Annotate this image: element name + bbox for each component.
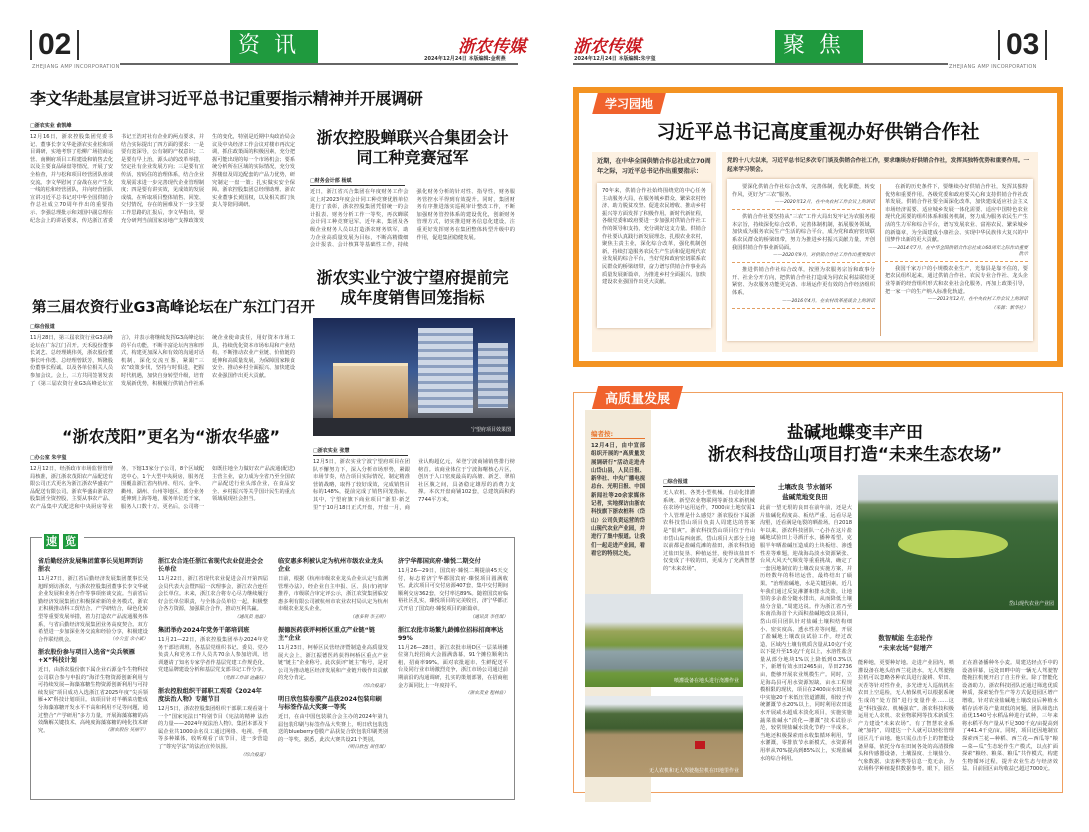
- quote-source: ——2020年9月，对供销合作社工作作出重要指示: [773, 253, 875, 259]
- brief-source: （浙农茂业 程林益）: [465, 691, 508, 697]
- photo-caption: 宁望府项目效果图: [470, 427, 511, 433]
- brief-item: [278, 696, 388, 750]
- english-name: ZHEJIANG AMP INCORPORATION: [32, 64, 120, 70]
- brief-title: 临安惠多利被认定为杭州市级农业龙头企业: [278, 558, 384, 573]
- lead-headline: 李文华赴基层宣讲习近平总书记重要指示精神并开展调研: [30, 89, 423, 108]
- brief-item: [278, 558, 388, 620]
- brief-body: 近日，在由中国包装联合会主办的2024年第九届包装印刷与标签作品大奖赛上，明日欣包装选送的blueberry卷膜产品获复合软包装印刷类别的一等奖。据悉，此次大赛共设21个类别。: [278, 713, 388, 743]
- farm-photo-aerial: [858, 475, 1058, 610]
- building-photo: [313, 318, 515, 436]
- quote-source: ——2016年4月，在农村改革座谈会上的讲话: [782, 298, 875, 304]
- page-number: 03: [998, 30, 1047, 60]
- brief-body: 12月5日，浙农控股集团组织干部职工观看第十一个“国家宪法日”特别节目《宪法的精神 法治的力量——2024年度法治人物》。集团本部及下属企业共1000余名员工通过网络、电视、手机等多种媒体，收听观看了该节目，进一步营造了“尊宪学法”的法治宣传氛围。: [158, 705, 268, 750]
- brief-source: （明日欣包 周佳琪）: [345, 745, 388, 751]
- briefs-label: [42, 530, 84, 549]
- article-accounting: [310, 177, 515, 257]
- brief-title: 省后勤经济发展集团董事长吴旭晖到访浙农: [38, 558, 144, 573]
- quote-text: 供销合作社要坚持从“三农”工作大局出发牢记为农服务根本宗旨，持续深化综合改革，完善体制机制，拓展服务领域，加快成为服务农民生产生活的综合平台，成为党和政府密切联系农民群众的桥梁纽带，努力为推进乡村振兴贡献力量，开创我国供销合作事业新局面。: [732, 214, 875, 251]
- brief-item: [158, 627, 268, 681]
- study-ribbon: 学习园地: [592, 93, 666, 114]
- brief-body: 11月26—29日，国宾府·臻悦二期提前45天交付，标志着济宁华都国宾府·臻悦项目圆满收官。此次项目可交付房源407套，集中交付期间顺利交房362套，交付率达89%。随着国宾府临裕社区扎实，臻悦项目的完美收官，济宁华都正式开启了国宾府·臻悦项目的新篇章。: [398, 568, 508, 612]
- brief-source: （惠多利 李玉明）: [349, 614, 388, 620]
- quote-item: [885, 266, 1028, 302]
- study-lead: 党的十八大以来，习近平总书记多次专门谈及供销合作社工作，要求继续办好供销合作社，发挥其独特优势和重要作用。一起来学习领会。: [727, 158, 1030, 173]
- brief-title: 集团举办2024年党务干部培训班: [158, 626, 250, 634]
- brief-body: 11月27日，浙江省后勤经济发展集团董事长吴旭晖到访浙农，与浙农控股集团董事长李文华就企业发展和业务合作等事项座谈交流。当前省后勤经济发展集团正积极探索新的业务模式，浙农正积极推动科工贸结合、产学研结合，绿色化转型等重要发展举措，着力打造农产品流通服务体系，与省后勤经济发展集团业务高度契合。双方希望进一步加深业务交流和经验分享，积极建设合作联结机会。: [38, 576, 148, 643]
- quote-source: ——2013年12月，在中央农村工作会议上的讲话: [927, 297, 1028, 303]
- body-1: 此前一望无垠的良田在前年前，还是大片盐碱化程度高、板结严重、远看尽是沟壑，近看满是龟裂的晒盐场。自2018年以来，浙农科技团队一心扑在这片盐碱地试验田上寻洒汗水，播种希望，克服半年晒盐碱压造成的土块板结、渗透性差等难题，迎战海岛淡水资源紧张、台风大风天气频发等重重挑战，确定了一套因地制宜的土壤改良实施方案，并历经数年的科培运营，最终结出了硕果。“治理盐碱地，水是关键因素。近几年我们通过反复淋灌和排水洗盐，让地里的多余盐分随水排出，从而降低土壤盐分含量。”周建达说。作为浙江省乃至东南沿海首个大面积盐碱地改良项目，岱山项目团队针对盐碱土壤积结构细小、密实度高、透水性差等问题，开展了盐碱地土壤改良试验工作。经过改造，区域内土壤有机质含量从10克/千克以下提升至15克/千克以上，水溶性盐含量从部分地块1%以上降低到0.3%以下，新增有效水田2465亩，旱田2736亩，能够开展农业规模生产。同时，立足海岛县可用水资源短缺、亩水工程规模相限的现状，项目在2400亩水田区域中实施20千米低压管道灌溉，相较于传统灌溉节水20%以上，同时利用农田退水开展咸水超成本淡化项目，实施实施蔬菜盐碱水“淡化—灌溉”技术试验示范，较常规盐碱水淡化节约一半成本。当地还积极探索雨水收集循环利用，节水灌溉，零排放节水新模式，水资源利用率从70%提高到85%以上，实现盐碱水的综合利用。: [760, 505, 852, 762]
- subheading-2: 数智赋能 生态轮作 “未来农场”促增产: [878, 634, 933, 652]
- brief-source: （通讯员 池磊）: [234, 614, 268, 620]
- date-editor: 2024年12月24日 本版编辑:朱宇玺: [574, 56, 656, 62]
- intro-text: 无人农机、各类小型机械、自动化排灌系统、新型农业物联网等新技术新机械在农场中运用运作，7000亩土地仅需1个人管理是什么感觉？浙农股份下属浙农科技岱山项目负责人周建达的答案是“很爽”。浙农科技岱山项目位于舟山市岱山岛西南部，岱山项目大部分土地以前都是盐碱荒滩的盐田，浙农科技通过盐田复垦、种植运营，使得该盐田不仅变成了丰收的田，更成为了充满智慧的“未来农场”。: [663, 490, 755, 572]
- page-number: 02: [30, 30, 79, 60]
- brief-title: 浙农控股组织干部职工观看《2024年度法治人物》专题节目: [158, 687, 262, 703]
- byline: □办公室 朱宇玺: [30, 454, 112, 463]
- briefs-columns: [38, 558, 508, 796]
- byline: □综合报道: [30, 323, 112, 332]
- credit: （来源：新华社）: [991, 306, 1028, 312]
- quote-text: 要深化供销合作社综合改革，完善体制，优化职能，转变作风，更好为“三农”服务。: [732, 184, 875, 198]
- article-body: 12月5日，浙农实业宁波宁望府项目在团队不懈努力下，深入分析市场形势，紧跟市场节奏，结合项目实际情况，制定精准营销战略，取得了较好成效，完成销售目标的148%，提前完成了销售回笼指标。其中，宁望府旗下商业项目“浙里·新芝里”于10月18日正式开盘，开盘一月，商业认购超亿元，荣登宁波商铺销售排行榜榜首。该商业体位于宁波海曙核心片区，创历于人口密度最高的高塘、新芝、翠柏社区腹之间，具备稳定雄厚的消费力支撑。本次开盘商铺102套，总建筑面积约7744平方米。: [313, 459, 515, 511]
- brief-body: 11月26—28日，浙江农批市场D区一层菜场摊位第九轮招商大会圆满落幕，91个摊位顺利出租，招商率99%。面对农批超市、生鲜配送平台及同行业市场激烈竞争，浙江市场公司通过前期前沿的沟通调研，扎实的策划部署，在招商租金方面同比上一年度持平。: [398, 644, 508, 689]
- lead-article: [30, 122, 295, 280]
- quote-text: 在新的历史条件下，要继续办好供销合作社，发挥其独特优势和重要作用。各级党委和政府要关心和支持供销合作社改革发展。供销合作社要全面深化改革，加快建成适应社会主义市场经济需要、适应城乡发展一体化需要、适应中国特色农业现代化需要的组织体系和服务机制，努力成为服务农民生产生活的生力军和综合平台，谱写发展农业、富裕农民、繁荣城乡的新篇章，为全面建成小康社会、实现中华民族伟大复兴的中国梦作出新的更大贡献。: [885, 184, 1028, 244]
- brief-source: （通讯员 李佳琪）: [469, 614, 508, 620]
- quote-item: [885, 184, 1028, 262]
- article-g3: [30, 323, 295, 413]
- quality-title-1: 盐碱地蝶变丰产田: [787, 423, 923, 443]
- quality-ribbon: 高质量发展: [592, 386, 683, 409]
- headline-g3: 第三届农资行业G3高峰论坛在广东江门召开: [32, 300, 315, 316]
- header-rule: [120, 63, 518, 65]
- brief-item: [158, 558, 268, 620]
- brief-title: 济宁华都国宾府·臻悦二期交付: [398, 558, 481, 565]
- byline: □财务会计部 杨斌: [310, 177, 405, 186]
- brief-source: （党群工作部 池鑫钰）: [220, 675, 268, 681]
- quote-item: [732, 267, 875, 308]
- briefs-label-2: 览: [65, 535, 76, 548]
- article-body: 12月16日，浙农控股集团党委书记、董事长李文华赴浙农实业松和项目调研，实地考察了松柳广场招商运营、南侧府项目工程建设和销售去化以及主要食品绿盘等情况，开展了安全检查，并与松和项目经营团队座谈交流。李文华慰问了奋战在房产生化一线的松和经营团队，并向经营团队宣讲习近平总书记对中华全国供销合作总社成立70周年作出的重要指示、李强总理批示和刘国中副总理在纪念会上的讲话要求，传达浙江省委书记王浩对社有企业的两点要求，并结合实际提出了四方面的要求：一是要有宽深导，公有制的产权意识；二是要有早上治，源头动的改革举措，坚定社有企业发展方向；三是要有宣传活，密码住的治理体系，结合企业发展需求进一步完善现代企业管理制度；四是要有讲实效，见成效的发展成绩。在听取项目整体销售、回笼、交付情况，存在的困难及下一步主要工作思路的汇报后，李文华指出，要充分研判当前国家房地产支撑政策发生的变化，特别是近期中央政治局会议及中央经济工作会议对楼市再次定调，抓住政策面的积极因素，充分把握可能出现的每一个市场机会；要系统分析所在区域的实际情况，充分发挥楼盘及周边配套的产品力优势，研究制定一盘一策；扎实做实安全保障。浙农控股集团总经理助理、浙农实业董事长黄国权，以及相关部门负责人等陪同调研。: [30, 134, 296, 224]
- header-rule: [573, 63, 948, 65]
- study-intro: 近期，在中华全国供销合作总社成立70周年之际，习近平总书记作出重要指示：: [597, 158, 711, 175]
- logo: 浙农传媒: [458, 37, 526, 57]
- quote-item: [732, 184, 875, 210]
- byline: □综合报道: [663, 478, 755, 487]
- quality-title-2: 浙农科技岱山项目打造“未来生态农场”: [707, 445, 1003, 465]
- photo-caption: 岱山现代农业产业园: [1008, 601, 1054, 607]
- logo: 浙农传媒: [573, 37, 641, 57]
- headline-rename: “浙农茂阳”更名为“浙农华盛”: [62, 427, 281, 446]
- quotes-panel: [727, 179, 1033, 341]
- study-title: 习近平总书记高度重视办好供销合作社: [656, 121, 980, 143]
- brief-source: （浙农股份 吴丽宇）: [105, 728, 148, 733]
- section-title: 资讯: [230, 30, 318, 63]
- quote-source: ——2014年7月，在中华全国供销合作总社成立60周年之际作出重要批示: [888, 245, 1028, 257]
- byline: □浙农实业 俞凯峰: [30, 122, 112, 131]
- farm-photo-tractor: [585, 696, 743, 777]
- brief-body: 11月21—22日，浙农控股集团举办2024年党务干部培训班，各基层党组织书记、委员、党办负责人和党务工作人员共70余人参加培训。培训邀请了知名专家学者作基层党建工作规范化、党建品牌建设分析和基层党支部书记工作分享。: [158, 636, 268, 674]
- brief-body: 11月22日，浙江省现代农业促进会召开第四届会员代表大会暨四届一次理事会，浙江农合连任会长单位。未来，浙江农合将专心尽力继续履行好会长单位职责，与全体会员单位一起，积极整合各方资源，加强联合合作，推动互利共赢。: [158, 576, 268, 613]
- instruction-column: [592, 152, 716, 352]
- brief-source: （综合报道）: [240, 752, 268, 758]
- photo-caption: 无人农机和无人驾驶拖拉机在田地里作业: [648, 768, 739, 774]
- brief-title: 浙江农合连任浙江省现代农业促进会会长单位: [158, 558, 264, 573]
- date-editor: 2024年12月24日 本版编辑:金莉燕: [424, 56, 506, 62]
- briefs-label-1: 速: [46, 535, 57, 548]
- brief-body: 日前，根据《杭州市级农业龙头企业认定与监测管理办法》，经企业自主申报、区、县(市)初审推荐，市级联合审定评公示，浙江农资集团临安惠多利有限公司被杭州市农业农村局认定为杭州市级农业龙头企业。: [278, 576, 388, 613]
- editor-note-label: 编者按:: [591, 429, 645, 439]
- brief-item: [38, 649, 148, 733]
- article-body: 近日，浙江省兴合集团在年度财务工作会议上对2023年度会计同工种竞赛优胜单位进行了表彰，浙农控股集团凭借统一的会计报表、财务分析工作一等奖，再次蝉联会计同工种竞赛冠军。近年来，集团及各级企业财务人员以打造浙农财务铁军，助力企业高质量发展为目标，不断高精微细会计报表、会计核算等基础性工作，持续强化财务分析的针对性、指导性，财务服务管控水平得到有效提升。同时，集团财务有序推进落实巡视审计整改工作，不断加强财务管控体系的建设优化，创新财务管理方式，切实推进财务信息化建设，注重更好发挥财务在集团整体转型升级中的作用，促进集团稳健发展。: [310, 189, 515, 249]
- right-page: [545, 0, 1089, 832]
- byline: □浙农实业 张慧: [313, 447, 408, 456]
- brief-item: [38, 558, 148, 642]
- quote-source: ——2020年12月，在中央农村工作会议上的讲话: [774, 200, 875, 206]
- divider: [732, 262, 875, 263]
- subheading-1: 土壤改良 节水循环 盐碱荒地变良田: [777, 483, 833, 501]
- brief-body: 11月23日，柯桥区民营经济暨制造业高质量发展大会上，浙江振德医药获得柯桥区重点产业链“链主”企业称号。此次获评“链主”称号，是对公司为推动地区经济发展和产业链升级作出贡献的充分肯定。: [278, 644, 388, 682]
- brief-title: 振德医药获评柯桥区重点产业链“链主”企业: [278, 626, 375, 642]
- headline-ningbo: 浙农实业宁波宁望府提前完成年度销售回笼指标: [316, 268, 509, 307]
- instruction-text: 70年来，供销合作社始终围绕党的中心任务主动服务大局，在服务城乡群众、繁荣农村经济、助力脱贫攻坚、促进农民增收、推动乡村振兴等方面发挥了积极作用。新时代新征程，各级党委和政府要进一步加强对供销合作社工作的领导和支持，充分调好这支力量。供销合作社要认真践行新发展理念，扎根农业农村，聚焦主责主业，深化综合改革，强化机制创新，持续打造服务农民生产生活和促进现代农业发展的综合平台，当好党和政府密切联系农民群众的桥梁纽带，奋力谱写供销合作事业高质量发展新篇章，为推进乡村全面振兴、加快建设农业强国作出更大贡献。: [597, 183, 711, 328]
- body-2: 能种地，更要种好地。走进产业园内，喷灌设备在地头给西兰花浇水，无人驾驶拖拉机可以忽略各种农具进行旋耕、犁田、灭茬等针对性作业，多光谱无人巡航机在农田上空巡检，无人植保机可以根据系统生成的“处方图”进行变量作业……这是“科技强农、机械强农”。浙农科技积极运用无人农机、农业物联网等技术新质生产力建设“未来农场”。有了智慧农业系统“加持”，周建达一个人就可以轻松管理园区几千亩地。他只需点击手上的智能设备屏幕，依托分布在田间各处的高清摄像头和传感器设备，土壤湿度、土壤盐分、气象数据、虫害种类等信息一览无余，为农场科学种植提供数据参考。眼下，园区正在准备播种冬小麦。周建达轻点手中的设备屏幕，远处田畔中的一辆无人驾驶智能拖拉机便开启了自主作业。除了智能化设备助力，浙农科技团队还通过筛选优质种质，探索轮作生产等方式促进园区增产增收。针对农业盐碱地土壤改良后种植水稻存活率及产量双低的问题，团队筛选出甬优1540号水稻品种进行试种，三年来将水稻平均产量从不足300千克/亩提高到了441.4千克/亩。同时，项目还因地制宜探索西兰花—种稻、西兰花—西瓜等“粮—菜—瓜”生态轮作生产模式，以点扩面探索“粮经、粮菜、粮瓜”共作模式，构建生物循环过程，提升农业生态与经济效益。目前园区亩均收益已超过7000元。: [858, 660, 1058, 773]
- brief-item: [398, 558, 508, 620]
- quote-text: 推进供销合作社综合改革，按照为农服务宗旨和政事分开、社企分开方向，把供销合作社打造成为同农民利益联结更紧密、为农服务功能更完备、市场运作更有效的合作经济组织体系。: [732, 267, 875, 296]
- photo-caption: 喷灌设备在地头进行浇灌作业: [673, 678, 739, 684]
- english-name: ZHEJIANG AMP INCORPORATION: [949, 64, 1037, 70]
- brief-item: [278, 627, 388, 689]
- article-rename: [30, 454, 295, 516]
- brief-title: 浙江农批市场繁九龄摊位招标招商率达99%: [398, 626, 504, 642]
- quote-text: 我国千家万户的小规模农业生产，光靠县是靠不住的，要把农民组织起来，通过供销合作社、农民专业合作社、龙头企业等新的经营组织形式和农业社会化服务，再加上政策引导，把一家一户的生产纳入标准化轨道。: [885, 265, 1028, 295]
- article-body: 12月12日，经浙政市市场监督管理局核准，浙江浙农茂阳农产品配送有限公司正式更名为浙江浙农华盛农产品配送有限公司。浙农华盛由浙农控股集团全资控股，主要从事农产品、农产品集中式配送和中央厨房等业务，下辖13家分子公司，8个区域配送中心，1个大型中央厨房，服务范围覆盖浙江省内杭州、绍兴、金华、衢州、湖州、台州等地区，部分业务延伸到上海等地，服务单位近千家，服务人口数十万。更名后，公司将一如既往地全力做好农产品流通(配送)主营主业，奋力成为全省乃至全国农产品配送行业头部企业，在食品安全、乡村振兴等关乎国计民生的重点领域展现社会担当。: [30, 466, 296, 510]
- brief-body: 近日，由浙农股份旗下属企业石源金牛生物科技公司联合参与申报的“海洋生物资源创新利用与可持续发展—海藻寡糖生物资源创新利用与可持续发展”项目成功入选浙江省2025年度“尖兵领雁+X”科技计划项目。该项目针对羊栖菜功能成分海藻寡糖开发水平不高和利用不足等问题，通过整合“产学研用”多方力量，开展海藻寡糖的高效酶解关键技术、高纯度海藻寡糖的纯化技术研究。: [38, 667, 148, 734]
- section-title: 聚焦: [775, 30, 863, 63]
- brief-item: [398, 627, 508, 697]
- quality-intro: [663, 478, 755, 583]
- headline-accounting: 浙农控股蝉联兴合集团会计同工种竞赛冠军: [316, 128, 509, 167]
- farm-photo-irrigation: [585, 594, 743, 687]
- article-body: 11月28日，第三届农资行业G3高峰论坛在广东江门召开。天禾股份董事长刘艺、总经理姚伟英，浙农股份董事长叶伟勇、总经理曾跃芳，辉隆股份董事长程诚，以及各单位相关人员参加会议。会上，三方共同签署发表了《第三届农资行业G3高峰论坛宣言》，并表示将继续发挥G3高峰论坛的平台功能，不断丰富论坛内容和形式，构建更加深入和有效的沟通对话机制，深化交流互鉴，紧跟“三农”政策步伐，坚持与时俱进，把握时代机遇，加快自身转型升级，培育发展新优势，积极履行供销合作社系统企业使命责任，用好资本市场工具，持续优化资本市场布局和产业结构，不断推动农业产业链、价值链的延伸和高质量发展，为保障国家粮食安全、推动乡村全面振兴、加快建设农业强国作出更大贡献。: [30, 335, 296, 387]
- divider: [885, 261, 1028, 262]
- brief-title: 浙农股份参与项目入选省“尖兵领雁+X”科技计划: [38, 649, 135, 664]
- quote-item: [732, 214, 875, 263]
- divider: [732, 209, 875, 210]
- brief-source: （综合报道）: [360, 683, 388, 689]
- editor-note-text: 12月4日，由中宣部组织开展的“高质量发展调研行”活动走进舟山岱山县，人民日报、新华社、中央广播电视总台、光明日报、中国新闻社等20余家媒体记者，实地探访由浙农科技旗下浙农桩科（岱山）公司负责运营的岱山现代农业产业园，并进行了集中报道。让我们一起走进产业园，看看它的特别之处。: [591, 443, 645, 557]
- article-ningbo: [313, 447, 515, 512]
- brief-source: （办公室 余小斌）: [109, 637, 148, 642]
- quotes-column: [722, 152, 1038, 352]
- brief-item: [158, 688, 268, 758]
- divider: [732, 308, 875, 309]
- brief-title: 明日欣包装卷膜产品获2024包装印刷与标签作品大奖赛一等奖: [278, 695, 382, 711]
